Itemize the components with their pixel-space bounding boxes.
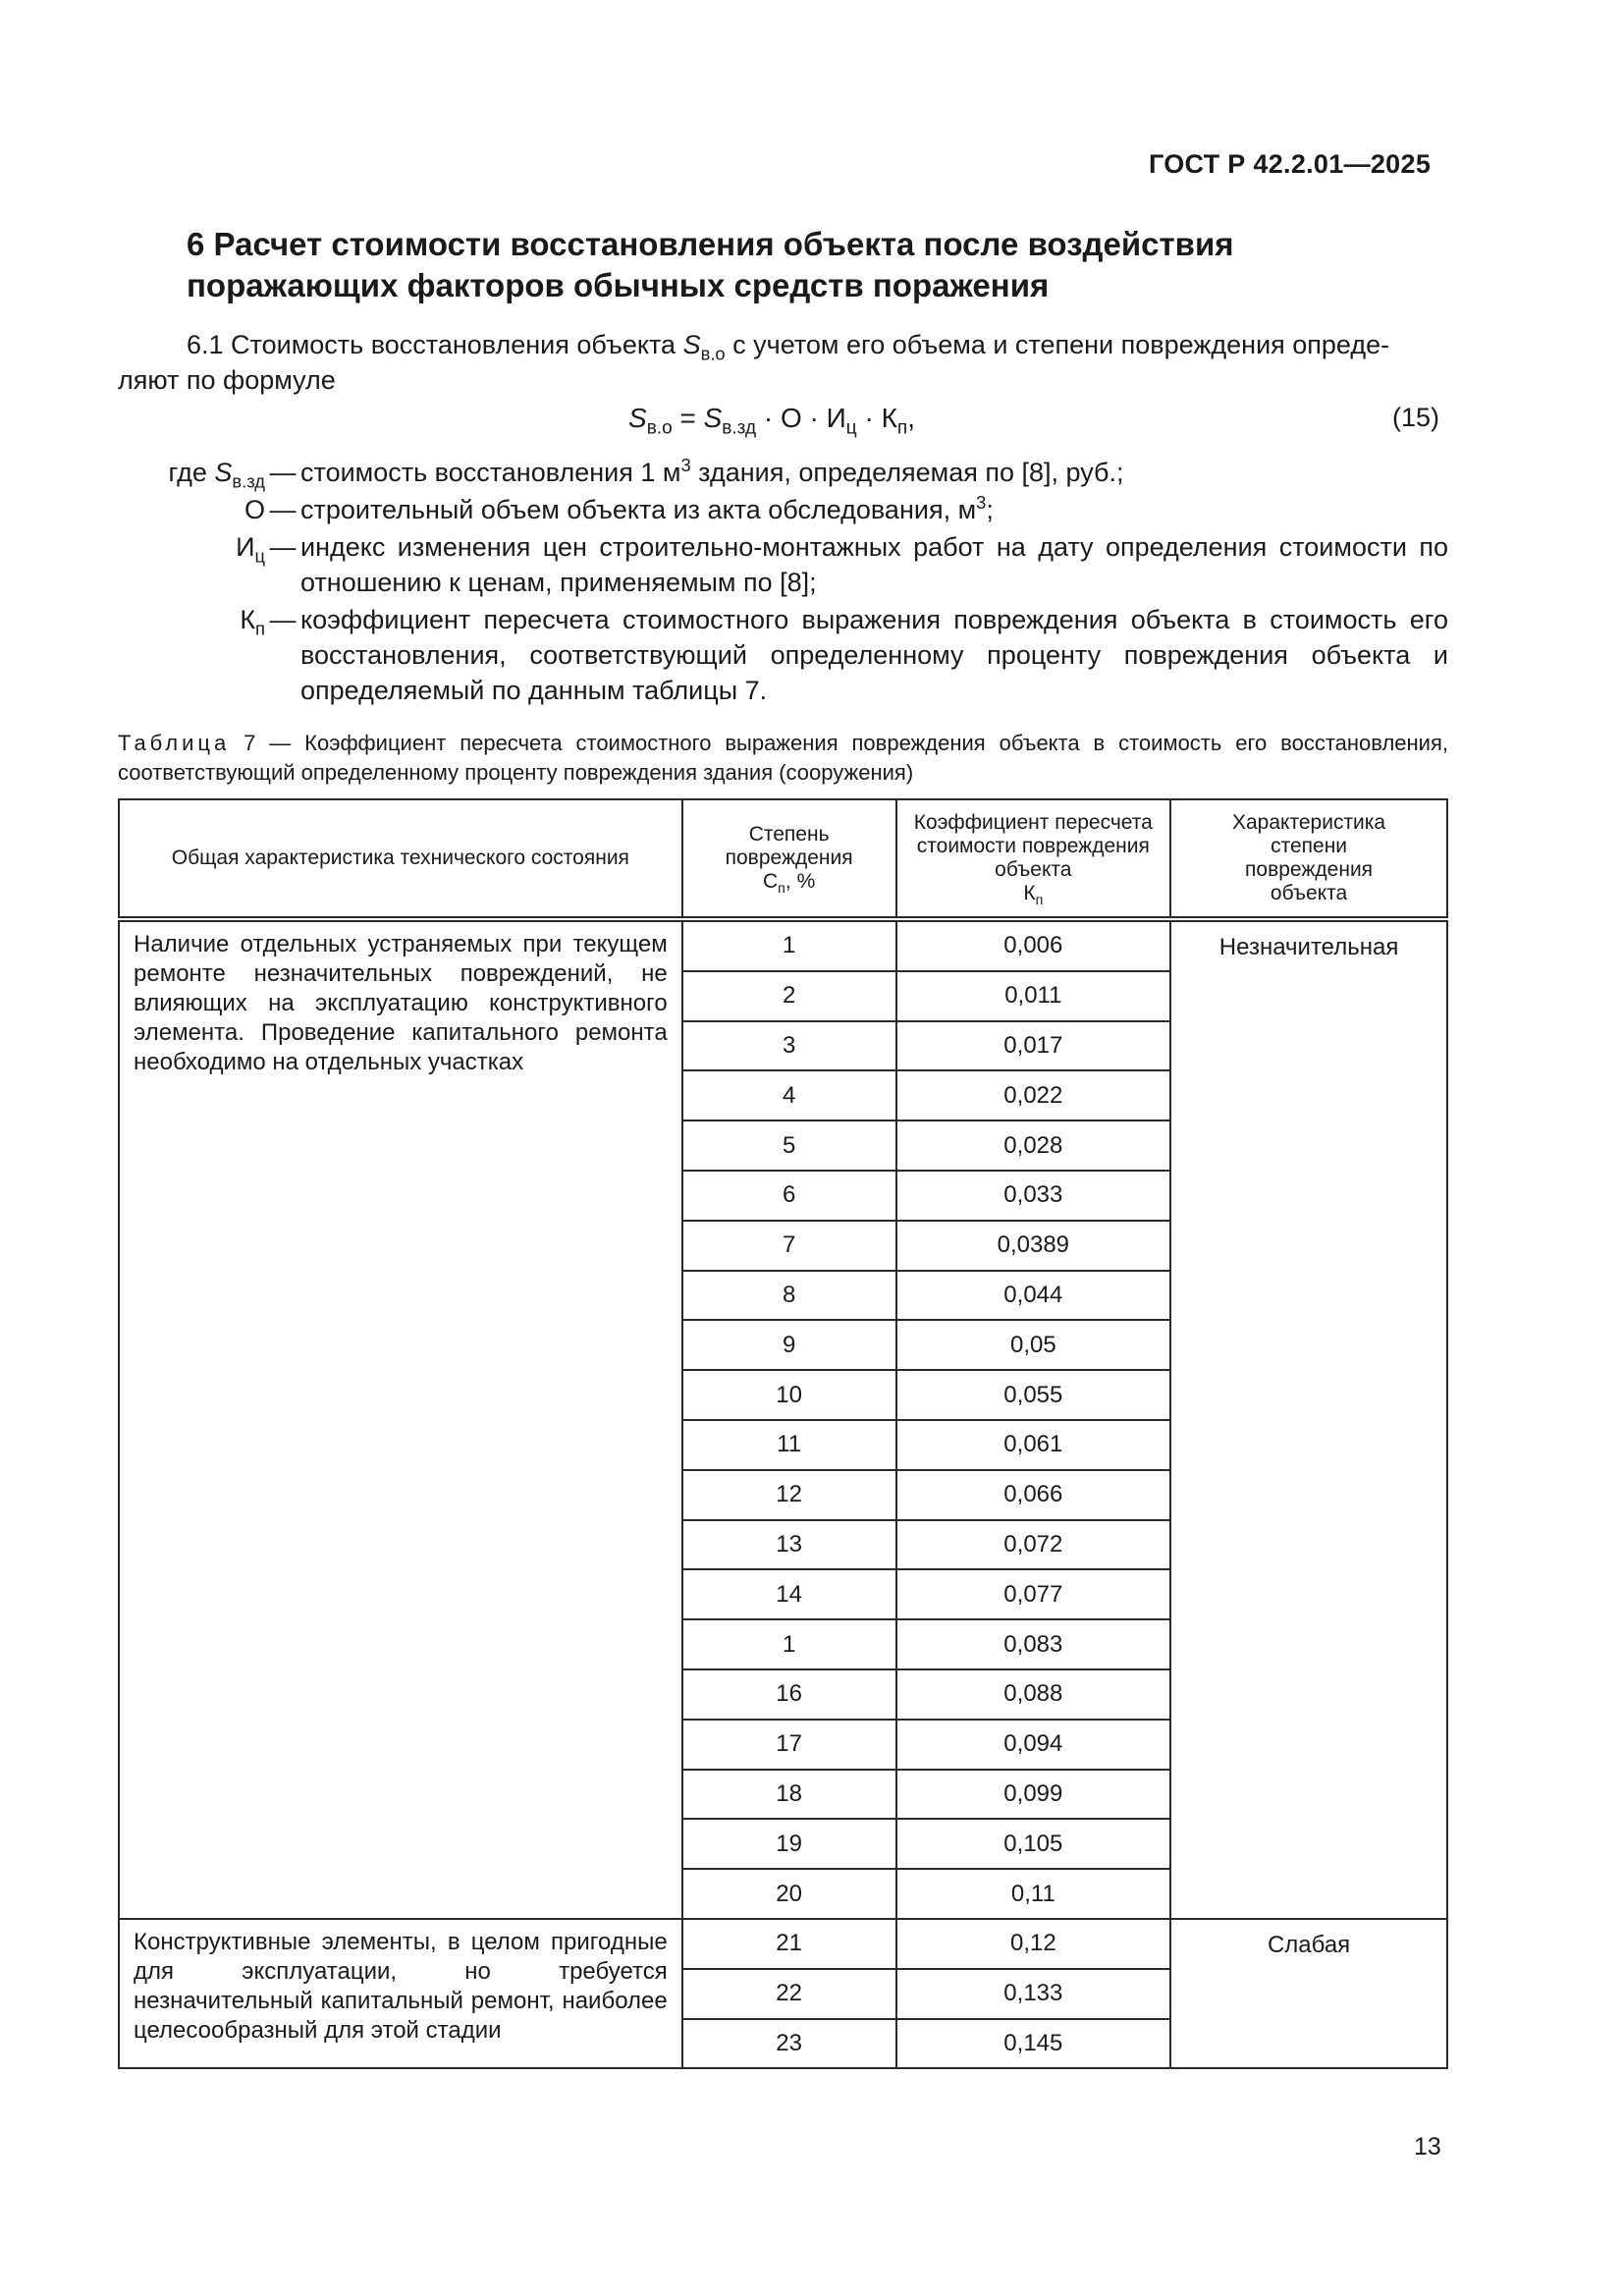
damage-degree-cell: 1 bbox=[682, 919, 896, 971]
coefficient-cell: 0,094 bbox=[896, 1720, 1171, 1770]
coefficient-cell: 0,017 bbox=[896, 1021, 1171, 1071]
definition-text-sup: 3 bbox=[976, 491, 987, 513]
header-damage-degree-label: Степень повреждения bbox=[725, 823, 853, 869]
definition-dash: — bbox=[269, 458, 297, 487]
damage-degree-cell: 2 bbox=[682, 971, 896, 1021]
damage-degree-cell: 18 bbox=[682, 1770, 896, 1820]
formula-term-2-sub: ц bbox=[845, 417, 857, 439]
formula-term-2: И bbox=[826, 403, 846, 433]
definition-text bbox=[300, 455, 1448, 490]
formula-lhs-sub: в.о bbox=[646, 417, 673, 439]
section-title-line-2: поражающих факторов обычных средств поражения bbox=[187, 267, 1050, 303]
coefficient-cell: 0,105 bbox=[896, 1819, 1171, 1869]
coefficient-cell: 0,05 bbox=[896, 1320, 1171, 1370]
header-coefficient-label: Коэффициент пересчета стоимости повреждения объекта bbox=[913, 811, 1153, 881]
definition-text-main: коэффициент пересчета стоимостного выражения повреждения объекта в стоимость его восстановления, соответствующий определенному проценту повреждения объекта и определяемый по данным таблицы 7. bbox=[300, 605, 1448, 705]
coefficient-cell: 0,055 bbox=[896, 1370, 1171, 1420]
definition-symbol bbox=[118, 529, 265, 600]
damage-degree-cell: 12 bbox=[682, 1470, 896, 1520]
page-number: 13 bbox=[1414, 2133, 1441, 2160]
coefficient-cell: 0,11 bbox=[896, 1869, 1171, 1919]
formula-dot-2: · bbox=[856, 403, 882, 433]
table-header-row bbox=[119, 799, 1447, 919]
definition-dash: — bbox=[269, 532, 297, 562]
document-code: ГОСТ Р 42.2.01—2025 bbox=[1149, 149, 1432, 179]
formula-end: , bbox=[907, 403, 915, 433]
coefficient-cell: 0,066 bbox=[896, 1470, 1171, 1520]
definition-text bbox=[300, 529, 1448, 600]
definition-text-sup: 3 bbox=[680, 454, 691, 475]
definition-row bbox=[118, 492, 1448, 527]
damage-characteristic: Незначительная bbox=[1170, 919, 1447, 1919]
header-coefficient-sub: п bbox=[1035, 892, 1044, 908]
coefficient-cell: 0,011 bbox=[896, 971, 1171, 1021]
definition-row bbox=[118, 455, 1448, 490]
definition-dash: — bbox=[269, 605, 297, 634]
coefficient-table bbox=[118, 798, 1448, 2069]
definition-symbol-sub: ц bbox=[254, 545, 265, 567]
damage-degree-cell: 7 bbox=[682, 1221, 896, 1271]
definitions-list bbox=[118, 455, 1448, 710]
technical-state-description: Конструктивные элементы, в целом пригодные для эксплуатации, но требуется незначительный капитальный ремонт, наиболее целесообразный для этой стадии bbox=[119, 1919, 682, 2068]
header-damage-degree-sub: п bbox=[778, 880, 785, 897]
header-damage-characteristic: Характеристика степени повреждения объекта bbox=[1170, 799, 1447, 919]
damage-degree-cell: 20 bbox=[682, 1869, 896, 1919]
definition-symbol-letter: S bbox=[214, 458, 233, 487]
technical-state-description: Наличие отдельных устраняемых при текущем ремонте незначительных повреждений, не влияющих на эксплуатацию конструктивного элемента. Проведение капитального ремонта необходимо на отдельных участках bbox=[119, 919, 682, 1919]
damage-degree-cell: 3 bbox=[682, 1021, 896, 1071]
coefficient-cell: 0,028 bbox=[896, 1121, 1171, 1171]
coefficient-cell: 0,033 bbox=[896, 1171, 1171, 1221]
damage-degree-cell: 9 bbox=[682, 1320, 896, 1370]
damage-degree-cell: 10 bbox=[682, 1370, 896, 1420]
definition-text-main: строительный объем объекта из акта обследования, м bbox=[300, 495, 977, 524]
definition-text-main: индекс изменения цен строительно-монтажных работ на дату определения стоимости по отношению к ценам, применяемым по [8]; bbox=[300, 532, 1448, 597]
paragraph-6-1 bbox=[118, 327, 1448, 398]
formula-term-1-sub: в.зд bbox=[722, 417, 757, 439]
definition-symbol bbox=[118, 602, 265, 708]
coefficient-cell: 0,083 bbox=[896, 1619, 1171, 1669]
formula-term-3-sub: п bbox=[896, 417, 908, 439]
para-symbol-sub: в.о bbox=[700, 343, 726, 364]
coefficient-cell: 0,061 bbox=[896, 1420, 1171, 1470]
damage-degree-cell: 17 bbox=[682, 1720, 896, 1770]
formula-dot-1: · О · bbox=[756, 403, 827, 433]
damage-degree-cell: 22 bbox=[682, 1969, 896, 2019]
formula-eq: = bbox=[672, 403, 704, 433]
definition-row bbox=[118, 529, 1448, 600]
table-caption bbox=[118, 729, 1448, 788]
coefficient-cell: 0,0389 bbox=[896, 1221, 1171, 1271]
definition-symbol-sub: в.зд bbox=[232, 470, 265, 492]
formula-15 bbox=[628, 403, 915, 439]
table-row bbox=[119, 919, 1447, 971]
definition-text bbox=[300, 602, 1448, 708]
definition-text-after: здания, определяемая по [8], руб.; bbox=[690, 458, 1124, 487]
coefficient-cell: 0,099 bbox=[896, 1770, 1171, 1820]
formula-term-3: К bbox=[881, 403, 897, 433]
coefficient-cell: 0,12 bbox=[896, 1919, 1171, 1969]
damage-degree-cell: 8 bbox=[682, 1271, 896, 1321]
coefficient-cell: 0,145 bbox=[896, 2019, 1171, 2069]
definition-prefix: где bbox=[168, 458, 215, 487]
section-title-line-1: 6 Расчет стоимости восстановления объекта после воздействия bbox=[187, 226, 1234, 262]
coefficient-cell: 0,133 bbox=[896, 1969, 1171, 2019]
coefficient-cell: 0,044 bbox=[896, 1271, 1171, 1321]
header-coefficient-symbol: К bbox=[1023, 882, 1036, 904]
definition-text-after: ; bbox=[986, 495, 994, 524]
damage-degree-cell: 23 bbox=[682, 2019, 896, 2069]
para-symbol: S bbox=[682, 330, 701, 359]
definition-text-main: стоимость восстановления 1 м bbox=[300, 458, 681, 487]
definition-row bbox=[118, 602, 1448, 708]
damage-characteristic: Слабая bbox=[1170, 1919, 1447, 2068]
table-body bbox=[119, 919, 1447, 2068]
definition-symbol bbox=[118, 492, 265, 527]
definition-symbol-sub: п bbox=[255, 618, 265, 639]
damage-degree-cell: 1 bbox=[682, 1619, 896, 1669]
coefficient-cell: 0,088 bbox=[896, 1669, 1171, 1720]
table-row bbox=[119, 1919, 1447, 1969]
damage-degree-cell: 4 bbox=[682, 1070, 896, 1121]
para-line-2: ляют по формуле bbox=[118, 365, 336, 395]
definition-symbol-letter: И bbox=[236, 532, 255, 562]
definition-dash: — bbox=[269, 495, 297, 524]
header-damage-degree-symbol: С bbox=[763, 870, 779, 893]
section-title bbox=[187, 224, 1463, 306]
definition-symbol-letter: О bbox=[243, 495, 265, 524]
formula-term-1: S bbox=[703, 403, 723, 433]
coefficient-cell: 0,006 bbox=[896, 919, 1171, 971]
damage-degree-cell: 13 bbox=[682, 1520, 896, 1570]
damage-degree-cell: 14 bbox=[682, 1569, 896, 1619]
damage-degree-cell: 21 bbox=[682, 1919, 896, 1969]
header-technical-state: Общая характеристика технического состояния bbox=[119, 799, 682, 919]
damage-degree-cell: 11 bbox=[682, 1420, 896, 1470]
coefficient-cell: 0,022 bbox=[896, 1070, 1171, 1121]
coefficient-cell: 0,072 bbox=[896, 1520, 1171, 1570]
formula-number: (15) bbox=[1392, 403, 1440, 432]
header-damage-degree bbox=[682, 799, 896, 919]
definition-symbol-letter: К bbox=[240, 605, 256, 634]
header-coefficient bbox=[896, 799, 1171, 919]
damage-degree-cell: 5 bbox=[682, 1121, 896, 1171]
definition-text bbox=[300, 492, 1448, 527]
formula-lhs: S bbox=[628, 403, 647, 433]
damage-degree-cell: 6 bbox=[682, 1171, 896, 1221]
table-caption-text: 7 — Коэффициент пересчета стоимостного выражения повреждения объекта в стоимость его восстановления, соответствующий определенному проценту повреждения здания (сооружения) bbox=[118, 731, 1448, 785]
damage-degree-cell: 16 bbox=[682, 1669, 896, 1720]
damage-degree-cell: 19 bbox=[682, 1819, 896, 1869]
coefficient-cell: 0,077 bbox=[896, 1569, 1171, 1619]
definition-symbol bbox=[118, 455, 265, 490]
header-damage-degree-unit: , % bbox=[784, 870, 816, 893]
para-rest: с учетом его объема и степени повреждения опреде- bbox=[725, 330, 1390, 359]
para-lead: 6.1 Стоимость восстановления объекта bbox=[187, 330, 683, 359]
table-caption-label: Таблица bbox=[118, 731, 231, 755]
